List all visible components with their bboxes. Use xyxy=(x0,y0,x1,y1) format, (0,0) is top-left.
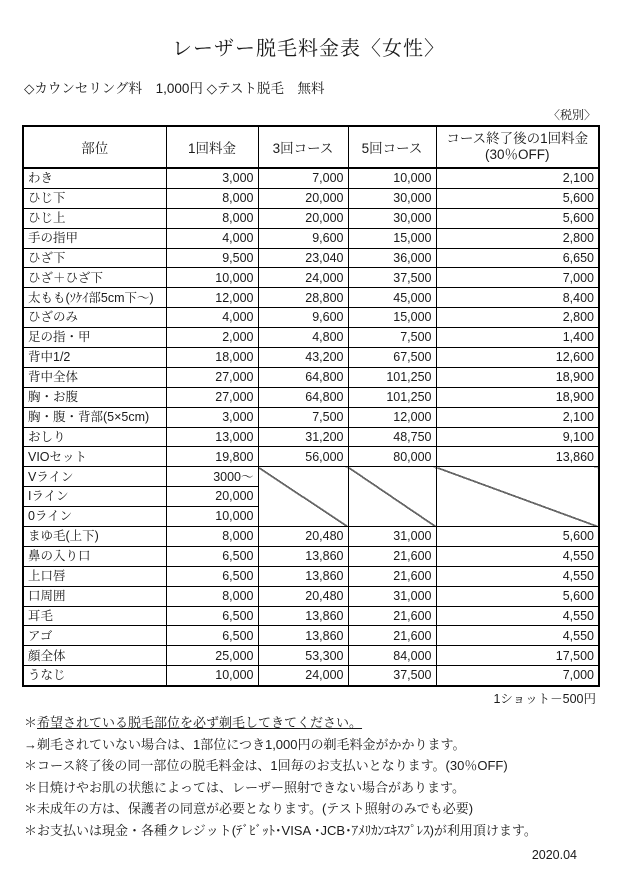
cell-once-price: 3,000 xyxy=(166,407,258,427)
cell-once-price: 3000～ xyxy=(166,467,258,487)
cell-part: VIOセット xyxy=(23,447,166,467)
cell-course5: 21,600 xyxy=(348,566,436,586)
note-body: 未成年の方は、保護者の同意が必要となります。(テスト照射のみでも必要) xyxy=(37,801,474,817)
cell-course3: 31,200 xyxy=(258,427,348,447)
cell-part: 耳毛 xyxy=(23,606,166,626)
note-line xyxy=(24,734,617,756)
cell-part: ひざのみ xyxy=(23,308,166,328)
price-table xyxy=(22,125,600,687)
note-line xyxy=(24,820,617,842)
table-row xyxy=(23,168,599,188)
cell-once-price: 2,000 xyxy=(166,328,258,348)
table-row xyxy=(23,228,599,248)
note-line xyxy=(24,798,617,820)
note-marker: ＊ xyxy=(24,715,38,731)
table-row xyxy=(23,546,599,566)
cell-course3: 56,000 xyxy=(258,447,348,467)
note-marker: ＊ xyxy=(24,758,38,774)
table-row xyxy=(23,427,599,447)
cell-course3: 9,600 xyxy=(258,228,348,248)
note-body: お支払いは現金・各種クレジット(ﾃﾞﾋﾞｯﾄ･VISA ･JCB･ｱﾒﾘｶﾝｴｷｽﾌﾟﾚｽ)が利用頂けます。 xyxy=(37,822,537,838)
table-row xyxy=(23,348,599,368)
table-row xyxy=(23,387,599,407)
cell-course3: 24,000 xyxy=(258,268,348,288)
note-body: 希望されている脱毛部位を必ず剃毛してきてください。 xyxy=(37,715,363,731)
cell-after-course: 18,900 xyxy=(436,367,599,387)
cell-course5: 31,000 xyxy=(348,527,436,547)
cell-after-course: 4,550 xyxy=(436,566,599,586)
cell-course3: 20,000 xyxy=(258,188,348,208)
cell-part: 胸・お腹 xyxy=(23,387,166,407)
cell-course3: 24,000 xyxy=(258,666,348,686)
cell-part: 0ライン xyxy=(23,507,166,527)
cell-course5: 48,750 xyxy=(348,427,436,447)
table-row xyxy=(23,527,599,547)
cell-course5-diagonal xyxy=(348,467,436,527)
cell-course5: 84,000 xyxy=(348,646,436,666)
cell-after-course: 8,400 xyxy=(436,288,599,308)
table-row xyxy=(23,606,599,626)
cell-course3: 43,200 xyxy=(258,348,348,368)
cell-after-course: 5,600 xyxy=(436,208,599,228)
cell-once-price: 6,500 xyxy=(166,546,258,566)
cell-once-price: 10,000 xyxy=(166,268,258,288)
cell-once-price: 8,000 xyxy=(166,208,258,228)
cell-course3: 23,040 xyxy=(258,248,348,268)
cell-after-course: 4,550 xyxy=(436,626,599,646)
cell-course5: 10,000 xyxy=(348,168,436,188)
cell-once-price: 9,500 xyxy=(166,248,258,268)
one-shot-price-note: 1ショット－500円 xyxy=(493,692,596,707)
header-course3: 3回コース xyxy=(258,126,348,168)
cell-after-diagonal xyxy=(436,467,599,527)
cell-part: 太もも(ｿｹｲ部5cm下～) xyxy=(23,288,166,308)
cell-course3: 53,300 xyxy=(258,646,348,666)
cell-after-course: 1,400 xyxy=(436,328,599,348)
cell-course3: 64,800 xyxy=(258,387,348,407)
cell-part: Iライン xyxy=(23,487,166,507)
header-row xyxy=(23,126,599,168)
cell-part: 手の指甲 xyxy=(23,228,166,248)
cell-course3: 7,500 xyxy=(258,407,348,427)
cell-once-price: 18,000 xyxy=(166,348,258,368)
cell-once-price: 6,500 xyxy=(166,566,258,586)
cell-part: おしり xyxy=(23,427,166,447)
cell-once-price: 6,500 xyxy=(166,626,258,646)
cell-course3: 13,860 xyxy=(258,566,348,586)
cell-after-course: 5,600 xyxy=(436,586,599,606)
cell-once-price: 8,000 xyxy=(166,527,258,547)
cell-after-course: 9,100 xyxy=(436,427,599,447)
note-marker: ＊ xyxy=(24,822,38,838)
cell-after-course: 7,000 xyxy=(436,268,599,288)
cell-part: ひざ＋ひざ下 xyxy=(23,268,166,288)
cell-course3: 4,800 xyxy=(258,328,348,348)
table-row xyxy=(23,646,599,666)
cell-course5: 45,000 xyxy=(348,288,436,308)
cell-course3: 20,480 xyxy=(258,527,348,547)
cell-course5: 21,600 xyxy=(348,546,436,566)
cell-course3: 9,600 xyxy=(258,308,348,328)
cell-part: わき xyxy=(23,168,166,188)
cell-once-price: 8,000 xyxy=(166,188,258,208)
cell-once-price: 12,000 xyxy=(166,288,258,308)
cell-after-course: 18,900 xyxy=(436,387,599,407)
header-after-line2: (30％OFF) xyxy=(484,147,550,162)
cell-after-course: 4,550 xyxy=(436,546,599,566)
cell-course5: 37,500 xyxy=(348,666,436,686)
cell-course5: 37,500 xyxy=(348,268,436,288)
cell-after-course: 4,550 xyxy=(436,606,599,626)
cell-course5: 15,000 xyxy=(348,308,436,328)
cell-once-price: 4,000 xyxy=(166,308,258,328)
footer-notes xyxy=(24,712,617,841)
cell-course5: 80,000 xyxy=(348,447,436,467)
cell-once-price: 27,000 xyxy=(166,367,258,387)
cell-once-price: 27,000 xyxy=(166,387,258,407)
note-line xyxy=(24,712,617,734)
note-body: コース終了後の同一部位の脱毛料金は、1回毎のお支払いとなります。(30％OFF) xyxy=(37,758,508,774)
cell-after-course: 2,800 xyxy=(436,228,599,248)
cell-once-price: 10,000 xyxy=(166,666,258,686)
cell-course3: 7,000 xyxy=(258,168,348,188)
table-row xyxy=(23,666,599,686)
note-body: 日焼けやお肌の状態によっては、レーザー照射できない場合があります。 xyxy=(37,779,465,795)
cell-part: 鼻の入り口 xyxy=(23,546,166,566)
header-after-line1: コース終了後の1回料金 xyxy=(446,130,589,146)
cell-course5: 101,250 xyxy=(348,387,436,407)
cell-after-course: 7,000 xyxy=(436,666,599,686)
header-part: 部位 xyxy=(23,126,166,168)
cell-course5: 21,600 xyxy=(348,626,436,646)
cell-after-course: 12,600 xyxy=(436,348,599,368)
cell-part: 足の指・甲 xyxy=(23,328,166,348)
cell-after-course: 5,600 xyxy=(436,527,599,547)
cell-course5: 21,600 xyxy=(348,606,436,626)
cell-once-price: 20,000 xyxy=(166,487,258,507)
table-row xyxy=(23,566,599,586)
table-row xyxy=(23,248,599,268)
cell-course5: 15,000 xyxy=(348,228,436,248)
cell-course3: 28,800 xyxy=(258,288,348,308)
revision-date: 2020.04 xyxy=(531,848,577,863)
cell-course3: 13,860 xyxy=(258,546,348,566)
cell-after-course: 2,100 xyxy=(436,407,599,427)
cell-part: アゴ xyxy=(23,626,166,646)
table-row xyxy=(23,447,599,467)
cell-once-price: 8,000 xyxy=(166,586,258,606)
note-marker: ＊ xyxy=(24,801,38,817)
cell-course5: 12,000 xyxy=(348,407,436,427)
note-line xyxy=(24,755,617,777)
cell-part: 背中全体 xyxy=(23,367,166,387)
table-row xyxy=(23,586,599,606)
cell-course5: 30,000 xyxy=(348,208,436,228)
cell-part: まゆ毛(上下) xyxy=(23,527,166,547)
cell-part: ひざ下 xyxy=(23,248,166,268)
note-line xyxy=(24,777,617,799)
table-row xyxy=(23,367,599,387)
cell-course3-diagonal xyxy=(258,467,348,527)
cell-once-price: 6,500 xyxy=(166,606,258,626)
table-row xyxy=(23,208,599,228)
cell-after-course: 6,650 xyxy=(436,248,599,268)
cell-once-price: 10,000 xyxy=(166,507,258,527)
table-row xyxy=(23,268,599,288)
note-marker: → xyxy=(24,736,37,752)
table-row xyxy=(23,467,599,487)
cell-part: 背中1/2 xyxy=(23,348,166,368)
table-row xyxy=(23,328,599,348)
table-row xyxy=(23,407,599,427)
cell-once-price: 25,000 xyxy=(166,646,258,666)
price-table-body xyxy=(23,168,599,686)
header-course5: 5回コース xyxy=(348,126,436,168)
cell-after-course: 5,600 xyxy=(436,188,599,208)
note-body: 剃毛されていない場合は、1部位につき1,000円の剃毛料金がかかります。 xyxy=(37,736,466,752)
cell-course5: 31,000 xyxy=(348,586,436,606)
cell-course3: 13,860 xyxy=(258,606,348,626)
cell-after-course: 13,860 xyxy=(436,447,599,467)
header-after-course xyxy=(436,126,599,168)
cell-part: 胸・腹・背部(5×5cm) xyxy=(23,407,166,427)
cell-course3: 64,800 xyxy=(258,367,348,387)
cell-course3: 20,480 xyxy=(258,586,348,606)
cell-once-price: 19,800 xyxy=(166,447,258,467)
page-title: レーザー脱毛料金表〈女性〉 xyxy=(172,38,445,60)
cell-course3: 20,000 xyxy=(258,208,348,228)
cell-once-price: 13,000 xyxy=(166,427,258,447)
cell-course5: 30,000 xyxy=(348,188,436,208)
price-table-header xyxy=(23,126,599,168)
table-row xyxy=(23,288,599,308)
cell-after-course: 2,100 xyxy=(436,168,599,188)
cell-after-course: 17,500 xyxy=(436,646,599,666)
cell-once-price: 4,000 xyxy=(166,228,258,248)
table-row xyxy=(23,188,599,208)
table-row xyxy=(23,626,599,646)
header-once-price: 1回料金 xyxy=(166,126,258,168)
cell-part: ひじ上 xyxy=(23,208,166,228)
cell-once-price: 3,000 xyxy=(166,168,258,188)
cell-part: 上口唇 xyxy=(23,566,166,586)
cell-course5: 7,500 xyxy=(348,328,436,348)
cell-part: ひじ下 xyxy=(23,188,166,208)
cell-course5: 101,250 xyxy=(348,367,436,387)
cell-course5: 67,500 xyxy=(348,348,436,368)
cell-part: 口周囲 xyxy=(23,586,166,606)
cell-part: うなじ xyxy=(23,666,166,686)
cell-after-course: 2,800 xyxy=(436,308,599,328)
cell-course3: 13,860 xyxy=(258,626,348,646)
cell-part: Vライン xyxy=(23,467,166,487)
tax-exclusive-note: 〈税別〉 xyxy=(547,108,596,122)
cell-course5: 36,000 xyxy=(348,248,436,268)
cell-part: 顔全体 xyxy=(23,646,166,666)
counseling-note: ◇カウンセリング料 1,000円 ◇テスト脱毛 無料 xyxy=(24,81,325,96)
note-marker: ＊ xyxy=(24,779,38,795)
table-row xyxy=(23,308,599,328)
